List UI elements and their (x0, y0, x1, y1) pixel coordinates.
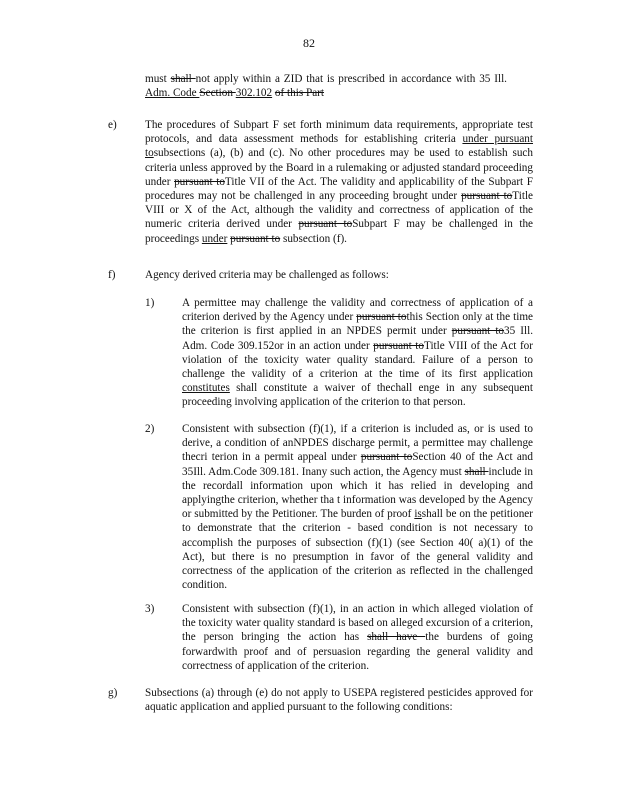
paragraph-text: A permittee may challenge the validity and correctness of application of a criterion derived by the Agency under (182, 297, 533, 324)
item-f2-label: 2) (145, 423, 155, 435)
paragraph-text: subsection (f). (280, 232, 347, 245)
deleted-text: shall have (367, 631, 426, 644)
item-f3-paragraph (182, 602, 533, 673)
inserted-text: Adm. Code (145, 87, 200, 100)
deleted-text: shall (464, 465, 489, 478)
continuation-text: must (145, 73, 171, 85)
deleted-text: pursuant to (298, 218, 353, 231)
continuation-paragraph (145, 72, 507, 100)
deleted-text: shall (170, 73, 196, 85)
subsection-f-label: f) (108, 269, 116, 281)
deleted-text: of this Part (274, 87, 325, 100)
deleted-text: pursuant to (360, 451, 413, 464)
deleted-text: pursuant to (373, 339, 424, 352)
inserted-text: is (414, 508, 422, 521)
paragraph-text: Consistent with subsection (f)(1), if a criterion is included as, or is used to derive, a condition of anNPDES discharge permit, a permittee may challenge thecri terion in a permit appeal under (182, 423, 533, 464)
continuation-text: not apply within a ZID that is prescribed in accordance with 35 Ill. (195, 73, 507, 85)
paragraph-text: this Section only at the time the criterion is first applied in an NPDES permit under (182, 311, 533, 338)
deleted-text: pursuant to (356, 311, 407, 324)
subsection-f-intro: Agency derived criteria may be challenged as follows: (145, 269, 389, 281)
inserted-text: under pursuant to (145, 133, 533, 160)
paragraph-text: include in the recordall information upon which it has relied in developing and applyingthe criterion, whether tha t information was developed by the Agency or submitted by the Petitioner. The burden of proof (182, 465, 533, 521)
deleted-text: Section (199, 87, 236, 100)
item-f2-paragraph (182, 422, 533, 592)
paragraph-text: Title VII of the Act. The validity and applicability of the Subpart F procedures may not be challenged in any proceeding brought under (145, 175, 533, 203)
paragraph-text: Subpart F may be challenged in the proceedings (145, 218, 533, 245)
item-f3-label: 3) (145, 603, 155, 615)
item-f1-paragraph (182, 296, 533, 410)
paragraph-text: Title VIII or X of the Act, although the validity and correctness of application of the numeric criteria derived under (145, 190, 534, 231)
deleted-text: pursuant to (174, 175, 225, 188)
subsection-g-paragraph: Subsections (a) through (e) do not apply to USEPA registered pesticides approved for aquatic application and applied pursuant to the following conditions: (145, 687, 533, 714)
paragraph-text: Section 40 of the Act and 35Ill. Adm.Code 309.181. Inany such action, the Agency must (182, 451, 533, 478)
paragraph-text: The procedures of Subpart F set forth minimum data requirements, appropriate test protocols, and data assessment methods for establishing criteria (145, 119, 533, 146)
inserted-text: under (201, 232, 228, 245)
subsection-e-paragraph (145, 118, 533, 246)
subsection-e-label: e) (108, 119, 117, 131)
deleted-text: pursuant to (461, 190, 513, 203)
subsection-g-label: g) (108, 687, 118, 699)
paragraph-text: subsections (a), (b) and (c). No other procedures may be used to establish such criteria unless approved by the Board in a rulemaking or adjusted standard proceeding under (145, 147, 533, 188)
page-number: 82 (303, 36, 315, 50)
paragraph-text: shall be on the petitioner to demonstrate that the criterion - based condition is not necessary to accomplish the purposes of subsection (f)(1) (see Section 40( a)(1) of the Act), but there is no presumption in favor of the general validity and correctness of the application of the criterion as reflected in the challenged condition. (182, 508, 533, 592)
item-f1-label: 1) (145, 297, 155, 309)
inserted-text: constitutes (182, 382, 230, 395)
paragraph-text: 35 Ill. Adm. Code 309.152or in an action under (182, 325, 533, 352)
paragraph-text: shall constitute a waiver of thechall enge in any subsequent proceeding involving application of the criterion to that person. (182, 382, 533, 409)
deleted-text: pursuant to (451, 325, 505, 338)
inserted-text: 302.102 (235, 87, 273, 100)
deleted-text: pursuant to (230, 232, 281, 245)
paragraph-text: Title VIII of the Act for violation of the toxicity water quality standard. Failure of a person to challenge the validity of a criterion at the time of its first application (182, 339, 533, 381)
paragraph-text: the burdens of going forwardwith proof and of persuasion regarding the general validity and correctness of application of the criterion. (182, 631, 534, 672)
paragraph-text: Consistent with subsection (f)(1), in an action in which alleged violation of the toxicity water quality standard is based on alleged excursion of a criterion, the person bringing the action has (182, 603, 533, 644)
